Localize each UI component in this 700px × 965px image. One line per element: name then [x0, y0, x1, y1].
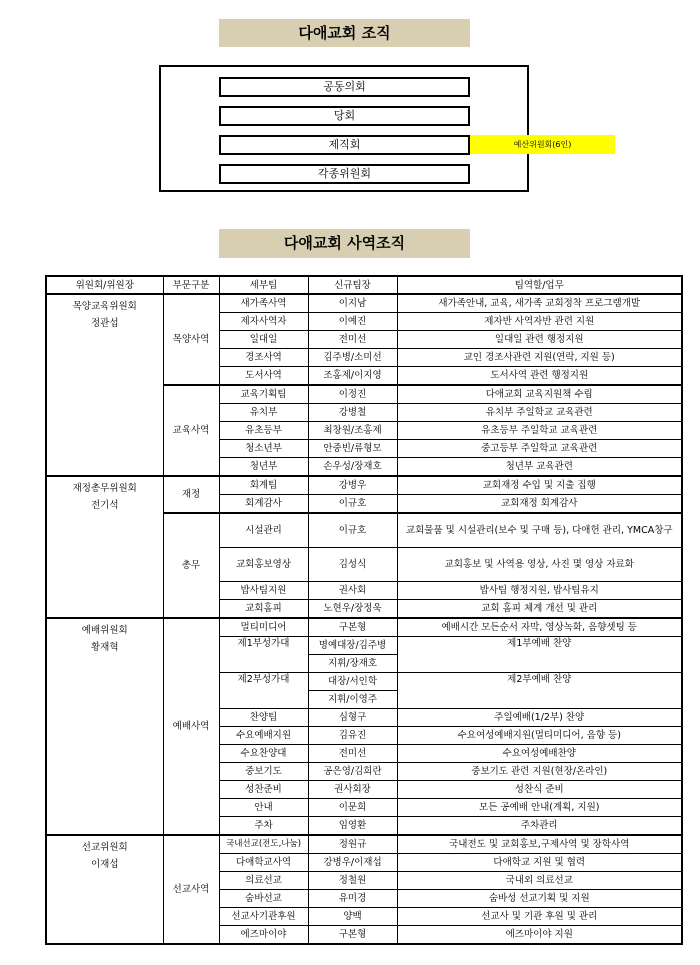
role-cell: 수요여성예배찬양 [397, 745, 682, 763]
ministry-title: 다애교회 사역조직 [219, 229, 470, 258]
role-cell: 다애학교 지원 및 협력 [397, 854, 682, 872]
role-cell: 유치부 주일학교 교육관련 [397, 404, 682, 422]
committee-cell [46, 476, 163, 618]
committee-cell [46, 835, 163, 944]
team-cell: 회계팀 [219, 476, 308, 495]
committee-chair: 정관섭 [90, 318, 119, 329]
header-leader: 신규팀장 [308, 276, 397, 294]
leader-cell: 안중빈/류형모 [308, 440, 397, 458]
table-header-row [46, 276, 682, 294]
role-cell: 유초등부 주일학교 교육관련 [397, 422, 682, 440]
committee-chair: 황재혁 [90, 642, 119, 653]
leader-cell: 지휘/이영주 [308, 691, 397, 709]
team-cell: 교육기획팀 [219, 385, 308, 404]
team-cell: 제2부성가대 [219, 673, 308, 709]
role-cell: 모든 공예배 안내(계획, 지원) [397, 799, 682, 817]
table-row [46, 294, 682, 313]
team-cell: 새가족사역 [219, 294, 308, 313]
team-cell: 청소년부 [219, 440, 308, 458]
role-cell: 밥사팀 행정지원, 밥사팀유지 [397, 582, 682, 600]
team-cell: 멀티미디어 [219, 618, 308, 637]
leader-cell: 임영환 [308, 817, 397, 836]
leader-cell: 조홍제/이지영 [308, 367, 397, 386]
team-cell: 유초등부 [219, 422, 308, 440]
leader-cell: 유미경 [308, 890, 397, 908]
division-cell: 예배사역 [163, 618, 219, 835]
leader-cell: 최창원/조홍제 [308, 422, 397, 440]
leader-cell: 손우성/장재호 [308, 458, 397, 477]
committee-cell [46, 618, 163, 835]
role-cell: 청년부 교육관련 [397, 458, 682, 477]
leader-cell: 권사회 [308, 582, 397, 600]
leader-cell: 이규호 [308, 513, 397, 548]
team-cell: 에즈마이야 [219, 926, 308, 945]
leader-cell: 김유진 [308, 727, 397, 745]
division-cell: 교육사역 [163, 385, 219, 476]
leader-cell: 정철원 [308, 872, 397, 890]
role-cell: 교회홍보 및 사역용 영상, 사진 몇 영상 자료화 [397, 548, 682, 582]
leader-cell: 권사회장 [308, 781, 397, 799]
table-row [46, 835, 682, 854]
role-cell: 교회물품 및 시설관리(보수 및 구매 등), 다애헌 관리, YMCA창구 [397, 513, 682, 548]
leader-cell: 이예진 [308, 313, 397, 331]
header-division: 부문구분 [163, 276, 219, 294]
org-title: 다애교회 조직 [219, 19, 470, 47]
team-cell: 밥사팀지원 [219, 582, 308, 600]
team-cell: 교회홈피 [219, 600, 308, 619]
team-cell: 경조사역 [219, 349, 308, 367]
team-cell: 교회홍보영상 [219, 548, 308, 582]
team-cell: 제자사역자 [219, 313, 308, 331]
budget-committee-note: 예산위원회(6인) [470, 135, 615, 154]
org-box-session: 당회 [219, 106, 470, 126]
org-box-general-assembly: 공동의회 [219, 77, 470, 97]
role-cell: 제1부예배 찬양 [397, 637, 682, 673]
org-box-deacons: 제직회 [219, 135, 470, 155]
division-cell: 총무 [163, 513, 219, 618]
committee-name: 예배위원회 [81, 625, 128, 636]
team-cell: 주차 [219, 817, 308, 836]
role-cell: 중고등부 주일학교 교육관련 [397, 440, 682, 458]
leader-cell: 이지남 [308, 294, 397, 313]
team-cell: 다애학교사역 [219, 854, 308, 872]
team-cell: 청년부 [219, 458, 308, 477]
table-row [46, 618, 682, 637]
team-cell: 유치부 [219, 404, 308, 422]
leader-cell: 공은영/김희란 [308, 763, 397, 781]
leader-cell: 강병우/이재섭 [308, 854, 397, 872]
role-cell: 제2부예배 찬양 [397, 673, 682, 709]
leader-cell: 전미선 [308, 745, 397, 763]
role-cell: 국내전도 및 교회홍보,구제사역 및 장학사역 [397, 835, 682, 854]
leader-cell: 강병우 [308, 476, 397, 495]
leader-cell: 구본형 [308, 926, 397, 945]
team-cell: 성찬준비 [219, 781, 308, 799]
team-cell: 도서사역 [219, 367, 308, 386]
role-cell: 예배시간 모든순서 자막, 영상녹화, 음향셋팅 등 [397, 618, 682, 637]
committee-chair: 이재섭 [90, 859, 119, 870]
division-cell: 재정 [163, 476, 219, 513]
team-cell: 일대일 [219, 331, 308, 349]
leader-cell: 전미선 [308, 331, 397, 349]
leader-cell: 명예대장/김주병 [308, 637, 397, 655]
leader-cell: 노현우/장정욱 [308, 600, 397, 619]
org-box-committees: 각종위원회 [219, 164, 470, 184]
leader-cell: 지휘/장재호 [308, 655, 397, 673]
committee-chair: 전기석 [90, 500, 119, 511]
role-cell: 숨바성 선교기획 및 지원 [397, 890, 682, 908]
leader-cell: 양백 [308, 908, 397, 926]
division-cell: 목양사역 [163, 294, 219, 385]
header-role: 팀역할/업무 [397, 276, 682, 294]
committee-cell [46, 294, 163, 476]
role-cell: 다애교회 교육지원책 수립 [397, 385, 682, 404]
leader-cell: 김성식 [308, 548, 397, 582]
role-cell: 수요여성예배지원(멀티미디어, 음향 등) [397, 727, 682, 745]
team-cell: 숨바선교 [219, 890, 308, 908]
leader-cell: 강병철 [308, 404, 397, 422]
leader-cell: 정원규 [308, 835, 397, 854]
division-cell: 선교사역 [163, 835, 219, 944]
committee-name: 목양교육위원회 [72, 301, 137, 312]
header-committee: 위원회/위원장 [46, 276, 163, 294]
leader-cell: 김주병/소미선 [308, 349, 397, 367]
role-cell: 성찬식 준비 [397, 781, 682, 799]
leader-cell: 이문희 [308, 799, 397, 817]
leader-cell: 대장/서인학 [308, 673, 397, 691]
team-cell: 제1부성가대 [219, 637, 308, 673]
role-cell: 교회 홈피 체계 개선 및 관리 [397, 600, 682, 619]
role-cell: 교인 경조사관련 지원(연락, 지원 등) [397, 349, 682, 367]
leader-cell: 이규호 [308, 495, 397, 514]
role-cell: 주일예배(1/2부) 찬양 [397, 709, 682, 727]
team-cell: 안내 [219, 799, 308, 817]
role-cell: 일대일 관련 행정지원 [397, 331, 682, 349]
team-cell: 회계감사 [219, 495, 308, 514]
table-row [46, 476, 682, 495]
committee-name: 선교위원회 [81, 842, 128, 853]
header-team: 세부팀 [219, 276, 308, 294]
role-cell: 선교사 및 기관 후원 및 관리 [397, 908, 682, 926]
team-cell: 국내선교(전도,나눔) [219, 835, 308, 854]
team-cell: 수요찬양대 [219, 745, 308, 763]
team-cell: 찬양팀 [219, 709, 308, 727]
role-cell: 교회재정 수입 및 지출 집행 [397, 476, 682, 495]
role-cell: 도서사역 관련 행정지원 [397, 367, 682, 386]
role-cell: 국내외 의료선교 [397, 872, 682, 890]
ministry-table [45, 275, 683, 945]
role-cell: 새가족안내, 교육, 새가족 교회정착 프로그램개발 [397, 294, 682, 313]
leader-cell: 이정진 [308, 385, 397, 404]
role-cell: 주차관리 [397, 817, 682, 836]
team-cell: 중보기도 [219, 763, 308, 781]
leader-cell: 심형구 [308, 709, 397, 727]
role-cell: 중보기도 관련 지원(현장/온라인) [397, 763, 682, 781]
committee-name: 재정총무위원회 [72, 483, 137, 494]
leader-cell: 구본형 [308, 618, 397, 637]
team-cell: 시설관리 [219, 513, 308, 548]
role-cell: 교회재정 회계감사 [397, 495, 682, 514]
role-cell: 제자반 사역자반 관련 지원 [397, 313, 682, 331]
role-cell: 에즈마이야 지원 [397, 926, 682, 945]
team-cell: 선교사기관후원 [219, 908, 308, 926]
team-cell: 의료선교 [219, 872, 308, 890]
team-cell: 수요예배지원 [219, 727, 308, 745]
